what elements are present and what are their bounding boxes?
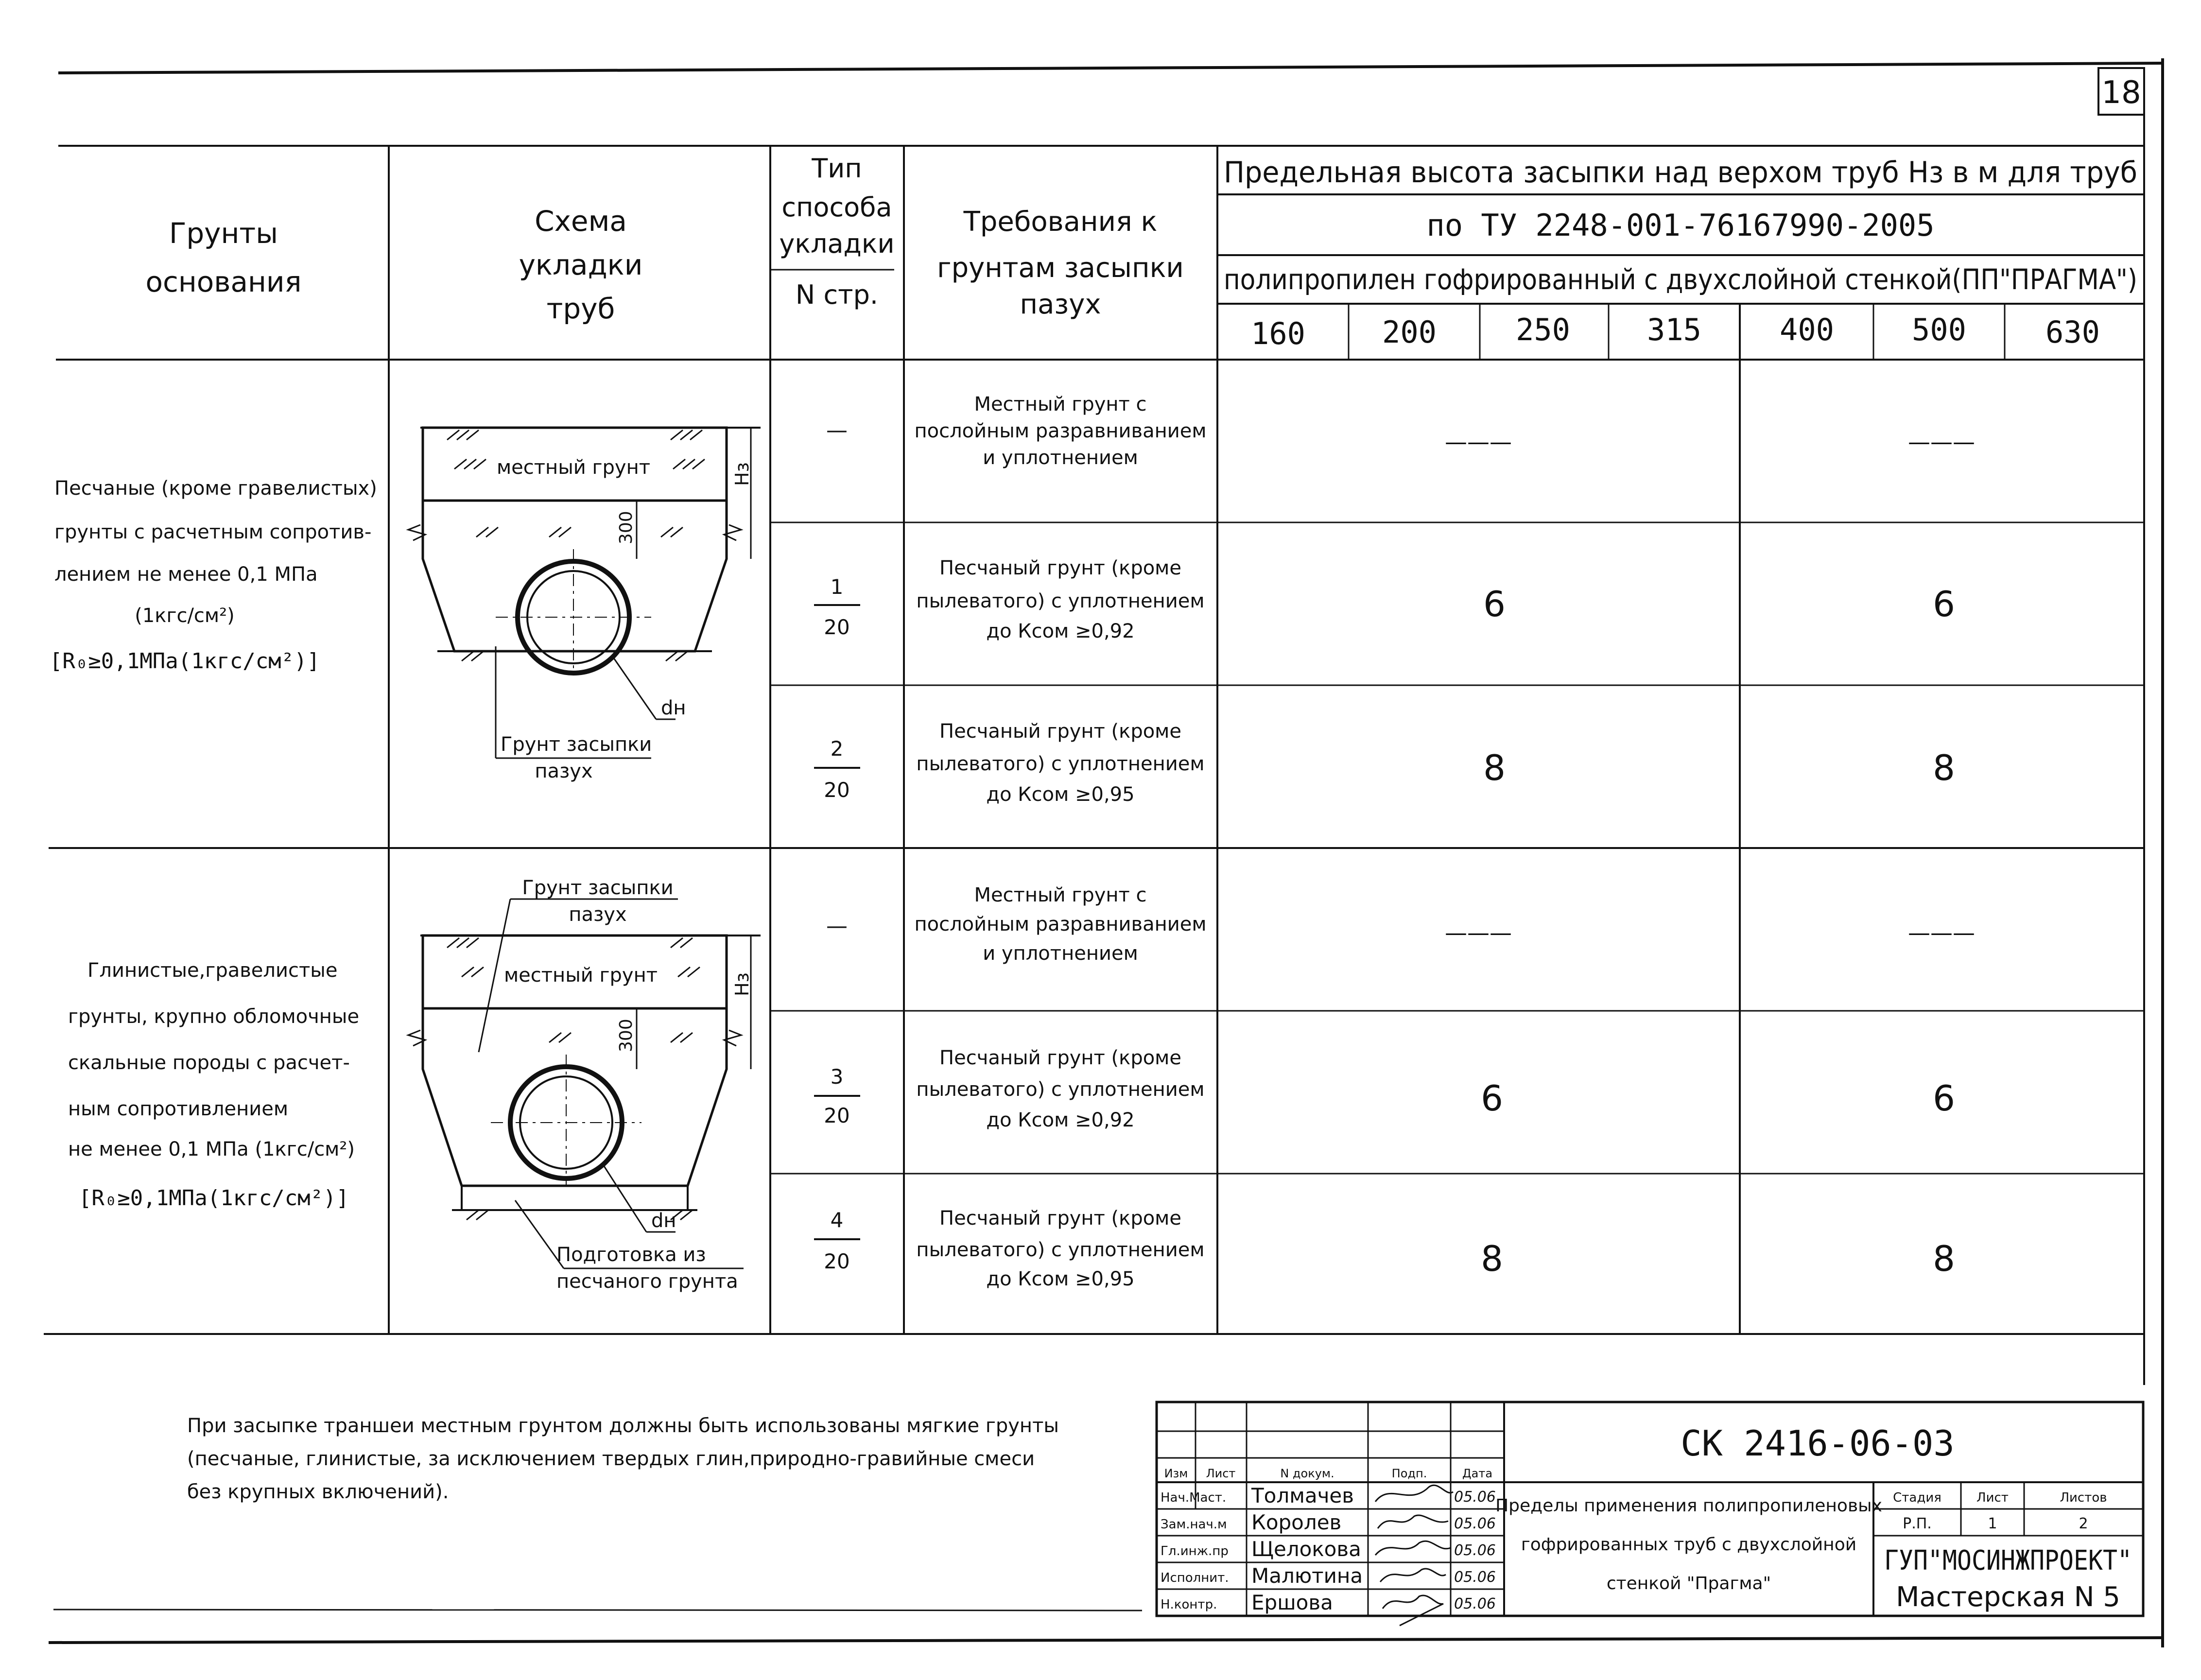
req-g2-r3-line2: пылеватого) с уплотнением xyxy=(916,1239,1205,1261)
req-g1-r1-line1: Местный грунт с xyxy=(974,393,1147,416)
stage-header: Стадия xyxy=(1893,1490,1941,1505)
header-backfill-line3: пазух xyxy=(1020,289,1101,320)
role-4: Исполнит. xyxy=(1161,1571,1229,1585)
group2-diameter-label: dн xyxy=(651,1210,676,1232)
role-5: Н.контр. xyxy=(1161,1597,1217,1612)
header-method-line1: Тип xyxy=(812,153,862,184)
value-g2-r1-b: ——— xyxy=(1908,919,1975,946)
req-g1-r2-line2: пылеватого) с уплотнением xyxy=(916,590,1205,612)
header-height-title: Предельная высота засыпки над верхом труб Hз в м для труб xyxy=(1224,156,2137,190)
sheet-value: 1 xyxy=(1988,1515,1997,1532)
backfill-note xyxy=(187,1409,1110,1508)
diameter-row xyxy=(1251,312,2100,351)
header-standard: по ТУ 2248-001-76167990-2005 xyxy=(1426,208,1935,243)
description-line3: стенкой "Прагма" xyxy=(1606,1574,1771,1593)
group2-bedding-line2: песчаного грунта xyxy=(556,1270,738,1293)
header-backfill-line1: Требования к xyxy=(963,206,1158,238)
group1-soil-line4: (1кгс/см²) xyxy=(135,605,235,627)
group2-soil-line3: скальные породы с расчет- xyxy=(68,1052,350,1074)
group2-soil-line2: грунты, крупно обломочные xyxy=(68,1005,360,1028)
stage-value: Р.П. xyxy=(1903,1515,1932,1532)
method-g1-r3-num: 2 xyxy=(830,737,844,761)
req-g2-r1-line3: и уплотнением xyxy=(983,942,1138,965)
table-header xyxy=(145,153,2137,325)
date-5: 05.06 xyxy=(1454,1595,1496,1612)
group2-soil-line5: не менее 0,1 МПа (1кгс/см²) xyxy=(68,1138,355,1160)
header-scheme-line3: труб xyxy=(546,292,615,325)
row-g2-r2 xyxy=(814,1047,1955,1131)
header-scheme-line1: Схема xyxy=(535,205,627,238)
req-g2-r3-line3: до Ксом ≥0,95 xyxy=(986,1268,1135,1290)
description-line2: гофрированных труб с двухслойной xyxy=(1521,1535,1857,1555)
req-g2-r2-line3: до Ксом ≥0,92 xyxy=(986,1109,1135,1131)
signatures xyxy=(1375,1485,1453,1626)
value-g1-r1-b: ——— xyxy=(1908,429,1975,455)
method-g2-r3-num: 4 xyxy=(830,1208,844,1232)
group1-scheme-labels xyxy=(497,456,753,782)
group1-soil xyxy=(50,477,377,674)
group2-backfill-line1: Грунт засыпки xyxy=(522,877,674,899)
date-1: 05.06 xyxy=(1454,1489,1496,1506)
group1-soil-line5: [R₀≥0,1МПа(1кгс/см²)] xyxy=(49,649,320,674)
value-g2-r2-a: 6 xyxy=(1481,1078,1503,1119)
value-g2-r1-a: ——— xyxy=(1445,919,1512,946)
header-scheme-line2: укладки xyxy=(519,248,643,281)
group2-soil-line4: ным сопротивлением xyxy=(68,1098,289,1120)
col-header-list: Лист xyxy=(1206,1467,1236,1480)
group1-top-layer-label: местный грунт xyxy=(496,456,651,479)
req-g2-r3-line1: Песчаный грунт (кроме xyxy=(939,1207,1181,1230)
value-g2-r3-b: 8 xyxy=(1933,1238,1955,1279)
diameter-200: 200 xyxy=(1382,314,1437,350)
group2-bedding-line1: Подготовка из xyxy=(556,1244,706,1266)
group2-scheme xyxy=(408,899,761,1268)
group2-backfill-line2: пазух xyxy=(569,903,627,926)
req-g2-r1-line2: послойным разравниванием xyxy=(914,913,1207,935)
req-g1-r2-line1: Песчаный грунт (кроме xyxy=(939,557,1181,579)
header-method-line2: способа xyxy=(781,192,892,223)
row-g1-r3 xyxy=(814,720,1955,806)
workshop-name: Мастерская N 5 xyxy=(1896,1581,2120,1613)
organization-name: ГУП"МОСИНЖПРОЕКТ" xyxy=(1884,1545,2132,1576)
role-2: Зам.нач.м xyxy=(1161,1517,1227,1532)
document-code: СК 2416-06-03 xyxy=(1681,1423,1955,1464)
group1-diameter-label: dн xyxy=(661,697,686,719)
method-g1-r2-num: 1 xyxy=(830,575,844,599)
row-g2-r1 xyxy=(826,884,1975,965)
header-method-line3: укладки xyxy=(779,228,895,259)
value-g2-r2-b: 6 xyxy=(1933,1078,1955,1119)
diameter-500: 500 xyxy=(1912,312,1966,347)
group2-top-layer-label: местный грунт xyxy=(503,964,658,987)
req-g2-r2-line2: пылеватого) с уплотнением xyxy=(916,1078,1205,1101)
sheets-value: 2 xyxy=(2079,1515,2088,1532)
row-g1-r2 xyxy=(814,557,1955,642)
name-2: Королев xyxy=(1251,1510,1342,1534)
diameter-250: 250 xyxy=(1516,312,1570,347)
col-header-izm: Изм xyxy=(1164,1467,1188,1480)
group1-backfill-line1: Грунт засыпки xyxy=(501,733,652,756)
method-g2-r2-den: 20 xyxy=(824,1104,850,1127)
name-4: Малютина xyxy=(1251,1564,1363,1588)
value-g1-r2-a: 6 xyxy=(1483,584,1506,624)
note-line: При засыпке траншеи местным грунтом должны быть использованы мягкие грунты xyxy=(187,1415,1059,1437)
date-4: 05.06 xyxy=(1454,1569,1496,1586)
value-g1-r2-b: 6 xyxy=(1933,584,1955,624)
row-g1-r1 xyxy=(826,393,1975,469)
group1-offset-label: 300 xyxy=(616,511,636,544)
name-5: Ершова xyxy=(1251,1591,1333,1614)
name-3: Щелокова xyxy=(1251,1537,1361,1561)
col-header-doc: N докум. xyxy=(1280,1467,1334,1480)
req-g2-r1-line1: Местный грунт с xyxy=(974,884,1147,906)
group2-offset-label: 300 xyxy=(616,1019,636,1052)
diameter-630: 630 xyxy=(2045,314,2100,350)
group1-soil-line3: лением не менее 0,1 МПа xyxy=(54,563,318,586)
req-g1-r1-line3: и уплотнением xyxy=(983,447,1138,469)
role-3: Гл.инж.пр xyxy=(1161,1544,1229,1559)
diameter-160: 160 xyxy=(1251,316,1305,351)
title-block xyxy=(1161,1423,2132,1626)
role-1: Нач.Маст. xyxy=(1161,1490,1227,1505)
method-g1-r2-den: 20 xyxy=(824,615,850,639)
header-backfill-line2: грунтам засыпки xyxy=(937,252,1184,284)
name-1: Толмачев xyxy=(1251,1484,1354,1507)
group2-soil-line1: Глинистые,гравелистые xyxy=(87,959,338,982)
col-header-date: Дата xyxy=(1462,1467,1493,1480)
req-g1-r3-line2: пылеватого) с уплотнением xyxy=(916,753,1205,775)
group1-soil-line2: грунты с расчетным сопротив- xyxy=(54,521,372,543)
row-g2-r3 xyxy=(814,1207,1955,1290)
req-g1-r3-line3: до Ксом ≥0,95 xyxy=(986,783,1135,806)
col-header-sign: Подп. xyxy=(1391,1467,1427,1480)
sheet-header: Лист xyxy=(1976,1490,2009,1505)
method-g2-r1: — xyxy=(826,914,848,938)
value-g1-r1-a: ——— xyxy=(1445,429,1512,455)
method-g2-r3-den: 20 xyxy=(824,1249,850,1273)
date-2: 05.06 xyxy=(1454,1515,1496,1532)
value-g2-r3-a: 8 xyxy=(1481,1238,1503,1279)
value-g1-r3-b: 8 xyxy=(1933,747,1955,788)
description-line1: Пределы применения полипропиленовых xyxy=(1495,1496,1882,1516)
group2-height-label: Hз xyxy=(731,972,753,996)
value-g1-r3-a: 8 xyxy=(1483,747,1506,788)
req-g1-r3-line1: Песчаный грунт (кроме xyxy=(939,720,1181,743)
diameter-400: 400 xyxy=(1780,312,1834,347)
req-g1-r1-line2: послойным разравниванием xyxy=(914,420,1207,442)
group1-height-label: Hз xyxy=(731,462,753,486)
note-line: (песчаные, глинистые, за исключением твердых глин,природно-гравийные смеси xyxy=(187,1448,1035,1470)
req-g1-r2-line3: до Ксом ≥0,92 xyxy=(986,620,1135,642)
group2-soil-line6: [R₀≥0,1МПа(1кгс/см²)] xyxy=(78,1186,349,1211)
header-soils-line2: основания xyxy=(145,265,302,298)
header-pipe-type: полипропилен гофрированный с двухслойной стенкой(ПП"ПРАГМА") xyxy=(1224,263,2137,296)
group1-backfill-line2: пазух xyxy=(535,760,593,782)
header-soils-line1: Грунты xyxy=(169,217,278,250)
group1-soil-line1: Песчаные (кроме гравелистых) xyxy=(54,477,377,500)
diameter-315: 315 xyxy=(1647,312,1701,347)
method-g1-r3-den: 20 xyxy=(824,778,850,802)
req-g2-r2-line1: Песчаный грунт (кроме xyxy=(939,1047,1181,1069)
header-method-line4: N стр. xyxy=(795,279,879,310)
method-g2-r2-num: 3 xyxy=(830,1065,844,1089)
date-3: 05.06 xyxy=(1454,1542,1496,1559)
sheets-header: Листов xyxy=(2060,1490,2107,1505)
group2-soil xyxy=(68,959,359,1211)
note-line: без крупных включений). xyxy=(187,1481,449,1503)
page-number: 18 xyxy=(2101,75,2141,111)
method-g1-r1: — xyxy=(826,418,848,443)
